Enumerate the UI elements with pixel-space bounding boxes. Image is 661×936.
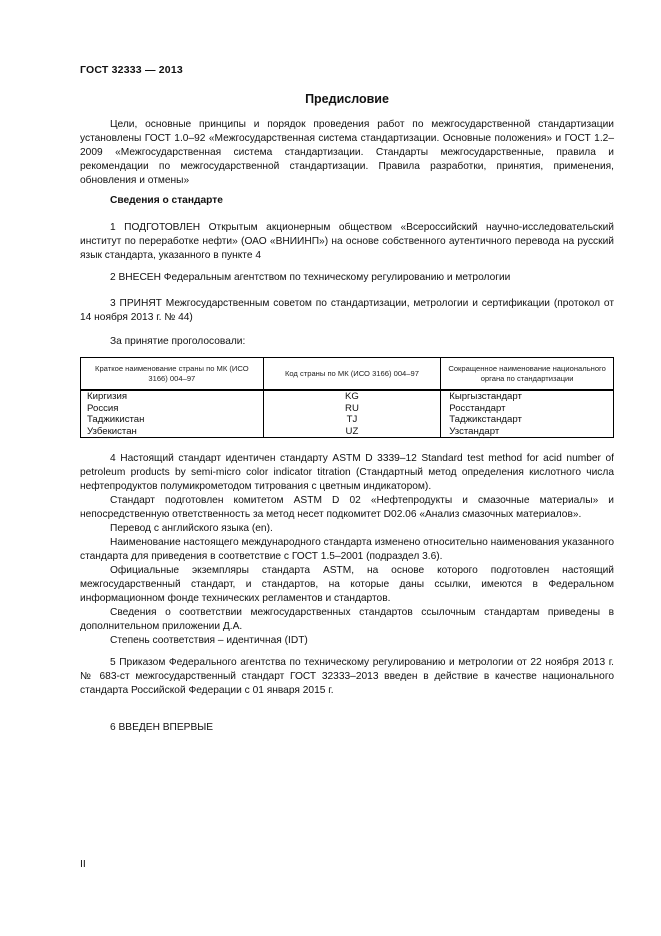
- item-4: [80, 452, 614, 648]
- section-subheading: Сведения о стандарте: [110, 195, 223, 206]
- document-header: ГОСТ 32333 — 2013: [80, 64, 183, 76]
- item-4-paragraph: Степень соответствия – идентичная (IDT): [110, 635, 308, 646]
- body-cell: Таджикстандарт: [441, 414, 614, 426]
- voting-table: [80, 357, 614, 438]
- item-5: [80, 656, 614, 698]
- body-cell: Росстандарт: [441, 403, 614, 415]
- item-3-text: 3 ПРИНЯТ Межгосударственным советом по стандартизации, метрологии и сертификации (протокол от 14 ноября 2013 г. № 44): [80, 298, 614, 323]
- code-cell: TJ: [263, 414, 441, 426]
- column-header-country: Краткое наименование страны по МК (ИСО 3166) 004–97: [81, 358, 264, 391]
- body-cell: Узстандарт: [441, 426, 614, 438]
- item-2: [80, 271, 614, 285]
- code-cell: RU: [263, 403, 441, 415]
- table-row: [81, 426, 614, 438]
- item-1: [80, 221, 614, 263]
- page-number: II: [80, 858, 86, 870]
- table-row: [81, 403, 614, 415]
- item-4-paragraph: Сведения о соответствии межгосударственных стандартов ссылочным стандартам приведены в дополнительном приложении Д.А.: [80, 607, 614, 632]
- country-cell: Киргизия: [81, 390, 264, 403]
- country-cell: Узбекистан: [81, 426, 264, 438]
- code-cell: UZ: [263, 426, 441, 438]
- table-header-row: [81, 358, 614, 391]
- intro-paragraph: [80, 118, 614, 188]
- body-cell: Кыргызстандарт: [441, 390, 614, 403]
- code-cell: KG: [263, 390, 441, 403]
- item-6: [80, 721, 614, 735]
- item-4-paragraph: Официальные экземпляры стандарта ASTM, на основе которого подготовлен настоящий межгосударственный стандарт, и стандартов, на которые даны ссылки, имеются в Федеральном информационном фонде технических регламентов и стандартов.: [80, 565, 614, 604]
- item-1-text: 1 ПОДГОТОВЛЕН Открытым акционерным обществом «Всероссийский научно-исследовательский институт по переработке нефти» (ОАО «ВНИИНП») на основе собственного аутентичного перевода на русский язык стандарта, указанного в пункте 4: [80, 222, 614, 261]
- item-3: [80, 297, 614, 325]
- intro-text: Цели, основные принципы и порядок проведения работ по межгосударственной стандартизации установлены ГОСТ 1.0–92 «Межгосударственная система стандартизации. Основные положения» и ГОСТ 1.2–2009 «Межгосударственная система стандартизации. Стандарты межгосударственные, правила и рекомендации по межгосударственной стандартизации. Правила разработки, принятия, применения, обновления и отмены»: [80, 119, 614, 186]
- item-2-text: 2 ВНЕСЕН Федеральным агентством по техническому регулированию и метрологии: [110, 272, 511, 283]
- item-5-text: 5 Приказом Федерального агентства по техническому регулированию и метрологии от 22 ноября 2013 г. № 683-ст межгосударственный стандарт ГОСТ 32333–2013 введен в действие в качестве национального стандарта Российской Федерации с 01 января 2015 г.: [80, 657, 614, 696]
- item-4-paragraph: Наименование настоящего международного стандарта изменено относительно наименования указанного стандарта для приведения в соответствие с ГОСТ 1.5–2001 (подраздел 3.6).: [80, 537, 614, 562]
- table-row: [81, 414, 614, 426]
- item-4-paragraph: 4 Настоящий стандарт идентичен стандарту ASTM D 3339–12 Standard test method for acid number of petroleum products by semi-micro color indicator titration (Стандартный метод определения кислотного числа нефтепродуктов полумикрометодом титрования с цветным индикатором).: [80, 453, 614, 492]
- column-header-code: Код страны по МК (ИСО 3166) 004–97: [263, 358, 441, 391]
- country-cell: Россия: [81, 403, 264, 415]
- item-6-text: 6 ВВЕДЕН ВПЕРВЫЕ: [110, 722, 214, 733]
- page-title: Предисловие: [305, 92, 389, 106]
- table-row: [81, 390, 614, 403]
- column-header-body: Сокращенное наименование национального органа по стандартизации: [441, 358, 614, 391]
- country-cell: Таджикистан: [81, 414, 264, 426]
- item-4-paragraph: Стандарт подготовлен комитетом ASTM D 02 «Нефтепродукты и смазочные материалы» и непосредственную ответственность за метод несет подкомитет D02.06 «Анализ смазочных материалов».: [80, 495, 614, 520]
- item-4-paragraph: Перевод с английского языка (en).: [110, 523, 273, 534]
- voted-label: За принятие проголосовали:: [110, 336, 246, 347]
